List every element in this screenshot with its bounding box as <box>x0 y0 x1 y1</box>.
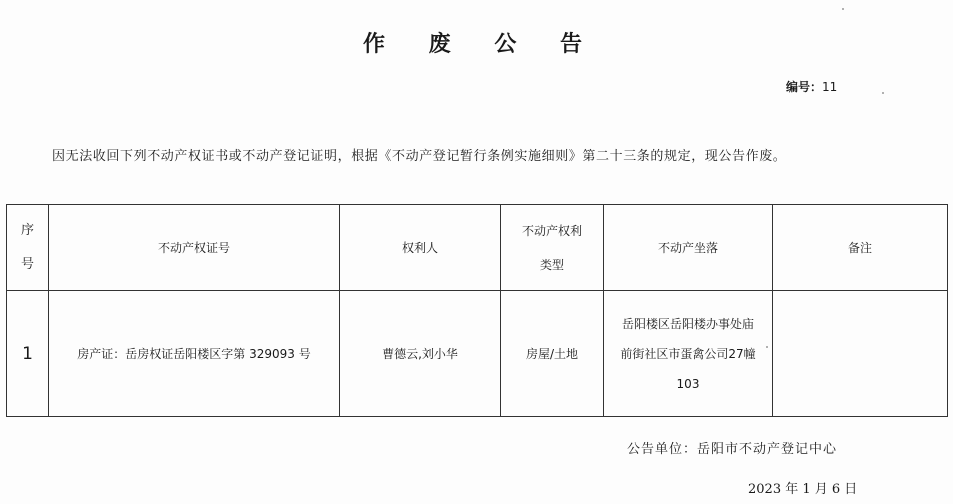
issuing-unit: 公告单位：岳阳市不动产登记中心 <box>627 442 838 457</box>
scan-speck <box>766 346 768 348</box>
serial-label: 编号： <box>786 80 823 94</box>
page-title: 作 废 公 告 <box>363 32 600 57</box>
table-header-row <box>7 205 948 291</box>
scan-speck <box>842 8 844 10</box>
cell-note <box>773 291 948 417</box>
cell-location-line3: 103 <box>676 376 700 391</box>
cell-owner: 曹德云,刘小华 <box>340 291 501 417</box>
scan-speck <box>882 92 884 94</box>
header-location: 不动产坐落 <box>604 205 773 291</box>
header-note: 备注 <box>773 205 948 291</box>
header-right-type-line1: 不动产权利 <box>521 223 582 238</box>
cell-serial-no: 1 <box>7 291 49 417</box>
header-right-type <box>501 205 604 291</box>
cell-cert-number: 房产证：岳房权证岳阳楼区字第 329093 号 <box>49 291 340 417</box>
header-serial-no-line1: 序 <box>20 222 34 238</box>
issue-date: 2023 年 1 月 6 日 <box>748 482 858 497</box>
cell-location-line2: 前街社区市蛋禽公司27幢 <box>620 346 756 361</box>
cell-location <box>604 291 773 417</box>
serial-number <box>786 78 837 95</box>
table-row <box>7 291 948 417</box>
notice-table <box>6 204 948 417</box>
header-serial-no <box>7 205 49 291</box>
header-owner: 权利人 <box>340 205 501 291</box>
cell-location-line1: 岳阳楼区岳阳楼办事处庙 <box>621 316 754 331</box>
intro-paragraph: 因无法收回下列不动产权证书或不动产登记证明，根据《不动产登记暂行条例实施细则》第二十三条的规定，现公告作废。 <box>52 149 787 164</box>
serial-value: 11 <box>822 80 838 94</box>
header-right-type-line2: 类型 <box>539 257 564 272</box>
header-cert-number: 不动产权证号 <box>49 205 340 291</box>
cell-right-type: 房屋/土地 <box>501 291 604 417</box>
header-serial-no-line2: 号 <box>20 256 34 272</box>
